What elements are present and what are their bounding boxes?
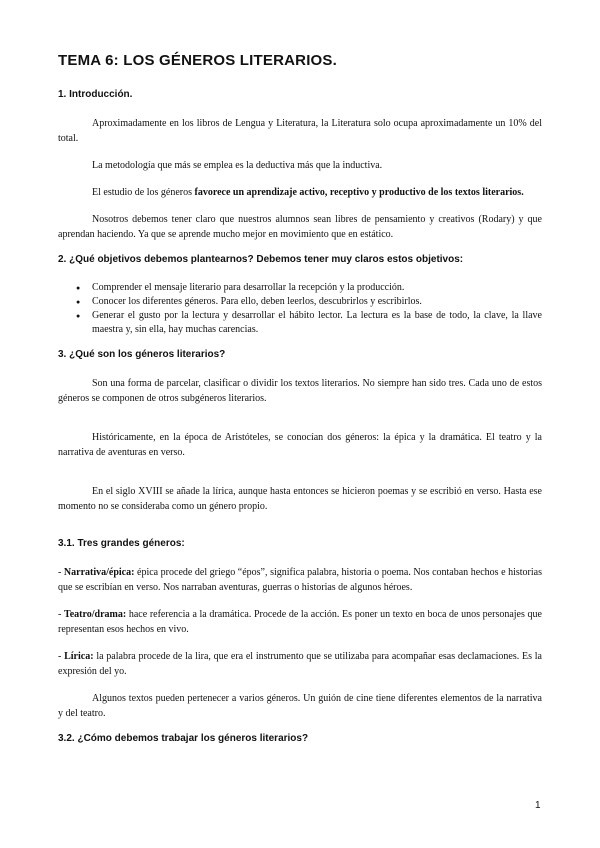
page-number: 1 — [535, 800, 541, 811]
intro-paragraph-3-text: El estudio de los géneros — [92, 187, 195, 198]
intro-paragraph-3 — [58, 185, 542, 200]
intro-paragraph-2: La metodología que más se emplea es la deductiva más que la inductiva. — [92, 160, 383, 171]
genre-lirica — [58, 649, 542, 679]
document-page — [58, 44, 542, 760]
section-tres-generos-heading: 3.1. Tres grandes géneros: — [58, 538, 185, 549]
intro-paragraph-4: Nosotros debemos tener claro que nuestros alumnos sean libres de pensamiento y creativos (Rodary) y que aprendan haciendo. Ya que se aprende mucho mejor en movimiento que en estático. — [58, 214, 542, 240]
list-item: ● Comprender el mensaje literario para desarrollar la recepción y la producción. — [92, 281, 542, 295]
list-item: ● Generar el gusto por la lectura y desarrollar el hábito lector. La lectura es la base de todo, la clave, la llave maestra y, sin ella, hay muchas carencias. — [92, 309, 542, 337]
genre-narrativa-text: épica procede del griego “épos”, significa palabra, historia o poema. Nos contaban hechos e historias que se escribían en verso. Nos narraban aventuras, guerras o historias de algunos héroes. — [58, 567, 542, 593]
genre-dash: - — [58, 651, 65, 662]
genres-final-paragraph: Algunos textos pueden pertenecer a varios géneros. Un guión de cine tiene diferentes elementos de la narrativa y del teatro. — [58, 693, 542, 719]
section-introduccion-heading: 1. Introducción. — [58, 89, 133, 100]
genre-dash: - — [58, 567, 64, 578]
generos-paragraph-3: En el siglo XVIII se añade la lírica, aunque hasta entonces se hicieron poemas y se escribió en verso. Hasta ese momento no se consideraba como un género propio. — [58, 486, 542, 512]
objectives-list — [58, 281, 542, 337]
genre-dash: - — [58, 609, 64, 620]
genre-narrativa-label: Narrativa/épica: — [63, 567, 135, 578]
genre-lirica-text: la palabra procede de la lira, que era el instrumento que se utilizaba para acompañar esas declamaciones. Es la expresión del yo. — [58, 651, 542, 677]
intro-paragraph-3-bold: favorece un aprendizaje activo, receptivo y productivo de los textos literarios. — [194, 187, 524, 198]
section-objetivos-heading: 2. ¿Qué objetivos debemos plantearnos? Debemos tener muy claros estos objetivos: — [58, 254, 464, 265]
list-item: ● Conocer los diferentes géneros. Para ello, deben leerlos, descubrirlos y escribirlos. — [92, 295, 542, 309]
genre-teatro-text: hace referencia a la dramática. Procede de la acción. Es poner un texto en boca de unos personajes que representan esos hechos en vivo. — [58, 609, 542, 635]
genre-narrativa — [58, 565, 542, 595]
generos-paragraph-1: Son una forma de parcelar, clasificar o dividir los textos literarios. No siempre han sido tres. Cada uno de estos géneros se componen de otros subgéneros literarios. — [58, 378, 542, 404]
section-generos-heading: 3. ¿Qué son los géneros literarios? — [58, 349, 226, 360]
genre-lirica-label: Lírica: — [64, 651, 94, 662]
generos-paragraph-2: Históricamente, en la época de Aristóteles, se conocían dos géneros: la épica y la dramática. El teatro y la narrativa de aventuras en verso. — [58, 432, 542, 458]
page-title: TEMA 6: LOS GÉNEROS LITERARIOS. — [58, 52, 337, 69]
intro-paragraph-1: Aproximadamente en los libros de Lengua y Literatura, la Literatura solo ocupa aproximadamente un 10% del total. — [58, 118, 542, 144]
genre-teatro — [58, 607, 542, 637]
section-como-trabajar-heading: 3.2. ¿Cómo debemos trabajar los géneros literarios? — [58, 733, 309, 744]
genre-teatro-label: Teatro/drama: — [63, 609, 127, 620]
